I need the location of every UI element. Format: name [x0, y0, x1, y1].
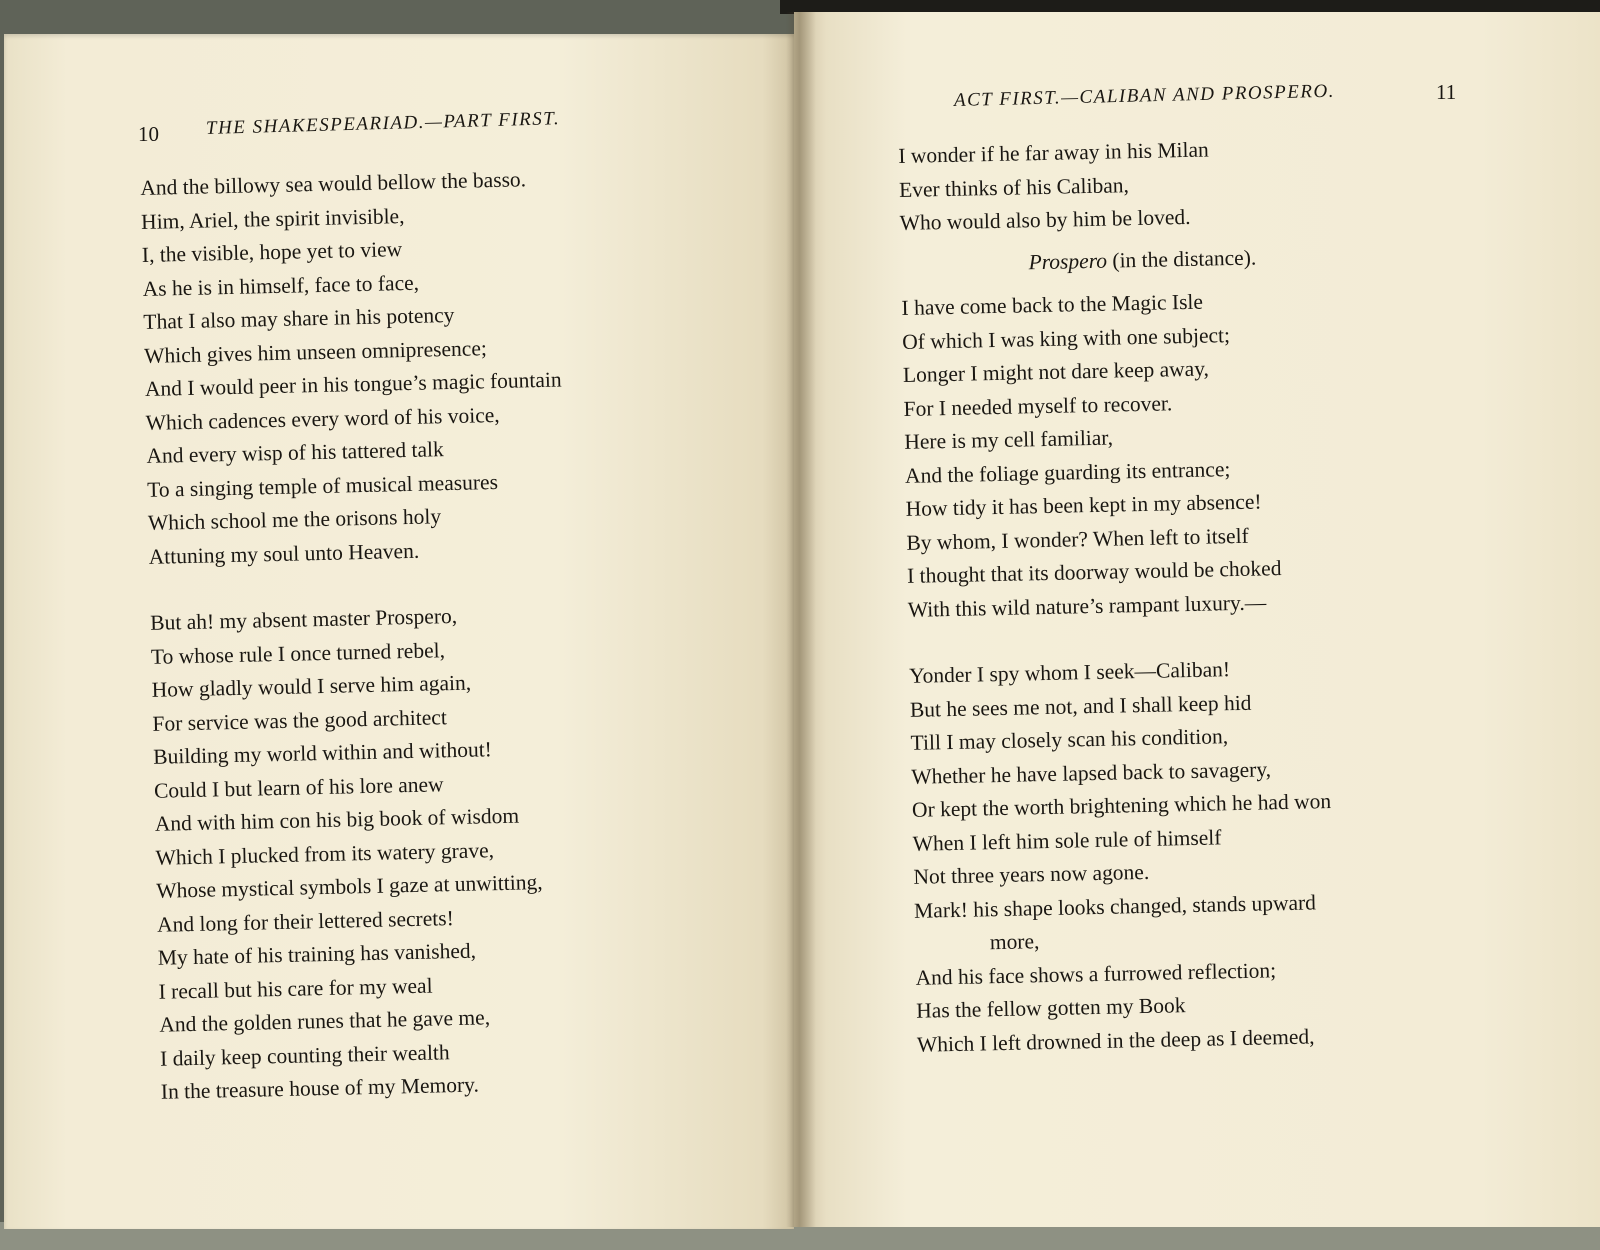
right-verse-block: [898, 131, 1336, 1062]
verse-line: But ah! my absent master Prospero,: [149, 603, 458, 635]
verse-line: Longer I might not dare keep away,: [902, 356, 1210, 387]
verse-line: How gladly would I serve him again,: [151, 670, 472, 702]
verse-line: Which I plucked from its watery grave,: [155, 837, 495, 870]
left-stanza-1: [140, 163, 566, 574]
verse-line: And with him con his big book of wisdom: [154, 803, 520, 836]
verse-line: In the treasure house of my Memory.: [160, 1072, 480, 1104]
verse-line: Has the fellow gotten my Book: [915, 993, 1186, 1023]
verse-line: I thought that its doorway would be choked: [906, 556, 1282, 588]
left-verse-block: [140, 163, 579, 1143]
verse-line: My hate of his training has vanished,: [157, 938, 477, 970]
verse-line: I recall but his care for my weal: [158, 973, 433, 1004]
right-stanza-1: [901, 283, 1327, 627]
book-gutter: [786, 12, 816, 1227]
verse-line: Attuning my soul unto Heaven.: [148, 538, 420, 569]
verse-line: Who would also by him be loved.: [899, 204, 1191, 235]
right-page-number: 11: [1436, 80, 1457, 104]
verse-line: For service was the good architect: [152, 704, 448, 736]
left-page-number: 10: [138, 122, 159, 146]
verse-line: I, the visible, hope yet to view: [141, 237, 403, 267]
verse-line: But he sees me not, and I shall keep hid: [909, 690, 1252, 722]
verse-line: Could I but learn of his lore anew: [153, 771, 444, 803]
verse-line: To a singing temple of musical measures: [146, 469, 499, 502]
verse-line: And I would peer in his tongue’s magic fountain: [144, 367, 562, 401]
verse-line: As he is in himself, face to face,: [142, 270, 420, 301]
verse-line: Mark! his shape looks changed, stands upward: [913, 889, 1317, 923]
verse-line: And the billowy sea would bellow the basso.: [140, 167, 527, 200]
verse-line: Which I left drowned in the deep as I deemed,: [916, 1023, 1315, 1057]
verse-line: And the foliage guarding its entrance;: [904, 456, 1231, 488]
verse-line: Ever thinks of his Caliban,: [898, 172, 1130, 202]
verse-line: Which cadences every word of his voice,: [145, 402, 500, 435]
verse-line: How tidy it has been kept in my absence!: [905, 489, 1262, 521]
speaker-heading: [900, 240, 1320, 282]
verse-line: Whether he have lapsed back to savagery,: [911, 756, 1272, 789]
verse-turnover-line: more,: [989, 929, 1040, 955]
speaker-name: Prospero: [1028, 248, 1108, 274]
verse-line: Not three years now agone.: [913, 859, 1150, 889]
right-opening-lines: [898, 131, 1319, 240]
verse-line: And every wisp of his tattered talk: [146, 437, 444, 468]
verse-line: And long for their lettered secrets!: [156, 905, 454, 937]
verse-line: Yonder I spy whom I seek—Caliban!: [908, 657, 1231, 688]
right-page: [794, 12, 1600, 1227]
verse-line: Or kept the worth brightening which he had won: [911, 789, 1332, 822]
verse-line: Which gives him unseen omnipresence;: [143, 335, 488, 368]
verse-line: I daily keep counting their wealth: [159, 1039, 450, 1071]
stage-direction: (in the distance).: [1112, 245, 1257, 273]
left-running-head: THE SHAKESPEARIAD.—PART FIRST.: [205, 108, 561, 139]
verse-line: And his face shows a furrowed reflection;: [915, 957, 1277, 990]
verse-line: Which school me the orisons holy: [147, 504, 442, 535]
verse-line: I wonder if he far away in his Milan: [898, 137, 1209, 168]
verse-line: With this wild nature’s rampant luxury.—: [907, 589, 1267, 622]
verse-line: To whose rule I once turned rebel,: [150, 637, 446, 669]
right-running-head: ACT FIRST.—CALIBAN AND PROSPERO.: [953, 80, 1336, 111]
verse-line: Here is my cell familiar,: [904, 425, 1114, 454]
right-stanza-2: [909, 651, 1336, 1062]
left-page: [4, 34, 794, 1229]
verse-line: Him, Ariel, the spirit invisible,: [140, 203, 405, 234]
verse-line: And the golden runes that he gave me,: [159, 1005, 491, 1037]
verse-line: I have come back to the Magic Isle: [901, 289, 1204, 320]
left-stanza-2: [150, 597, 578, 1109]
verse-line: That I also may share in his potency: [143, 302, 455, 334]
verse-line: Building my world within and without!: [152, 737, 493, 769]
verse-line: Of which I was king with one subject;: [901, 322, 1231, 354]
verse-line: For I needed myself to recover.: [903, 390, 1173, 421]
verse-line: Till I may closely scan his condition,: [910, 724, 1229, 755]
verse-line: Whose mystical symbols I gaze at unwitting,: [156, 870, 543, 903]
verse-line: By whom, I wonder? When left to itself: [906, 523, 1249, 555]
verse-line: When I left him sole rule of himself: [912, 824, 1222, 856]
